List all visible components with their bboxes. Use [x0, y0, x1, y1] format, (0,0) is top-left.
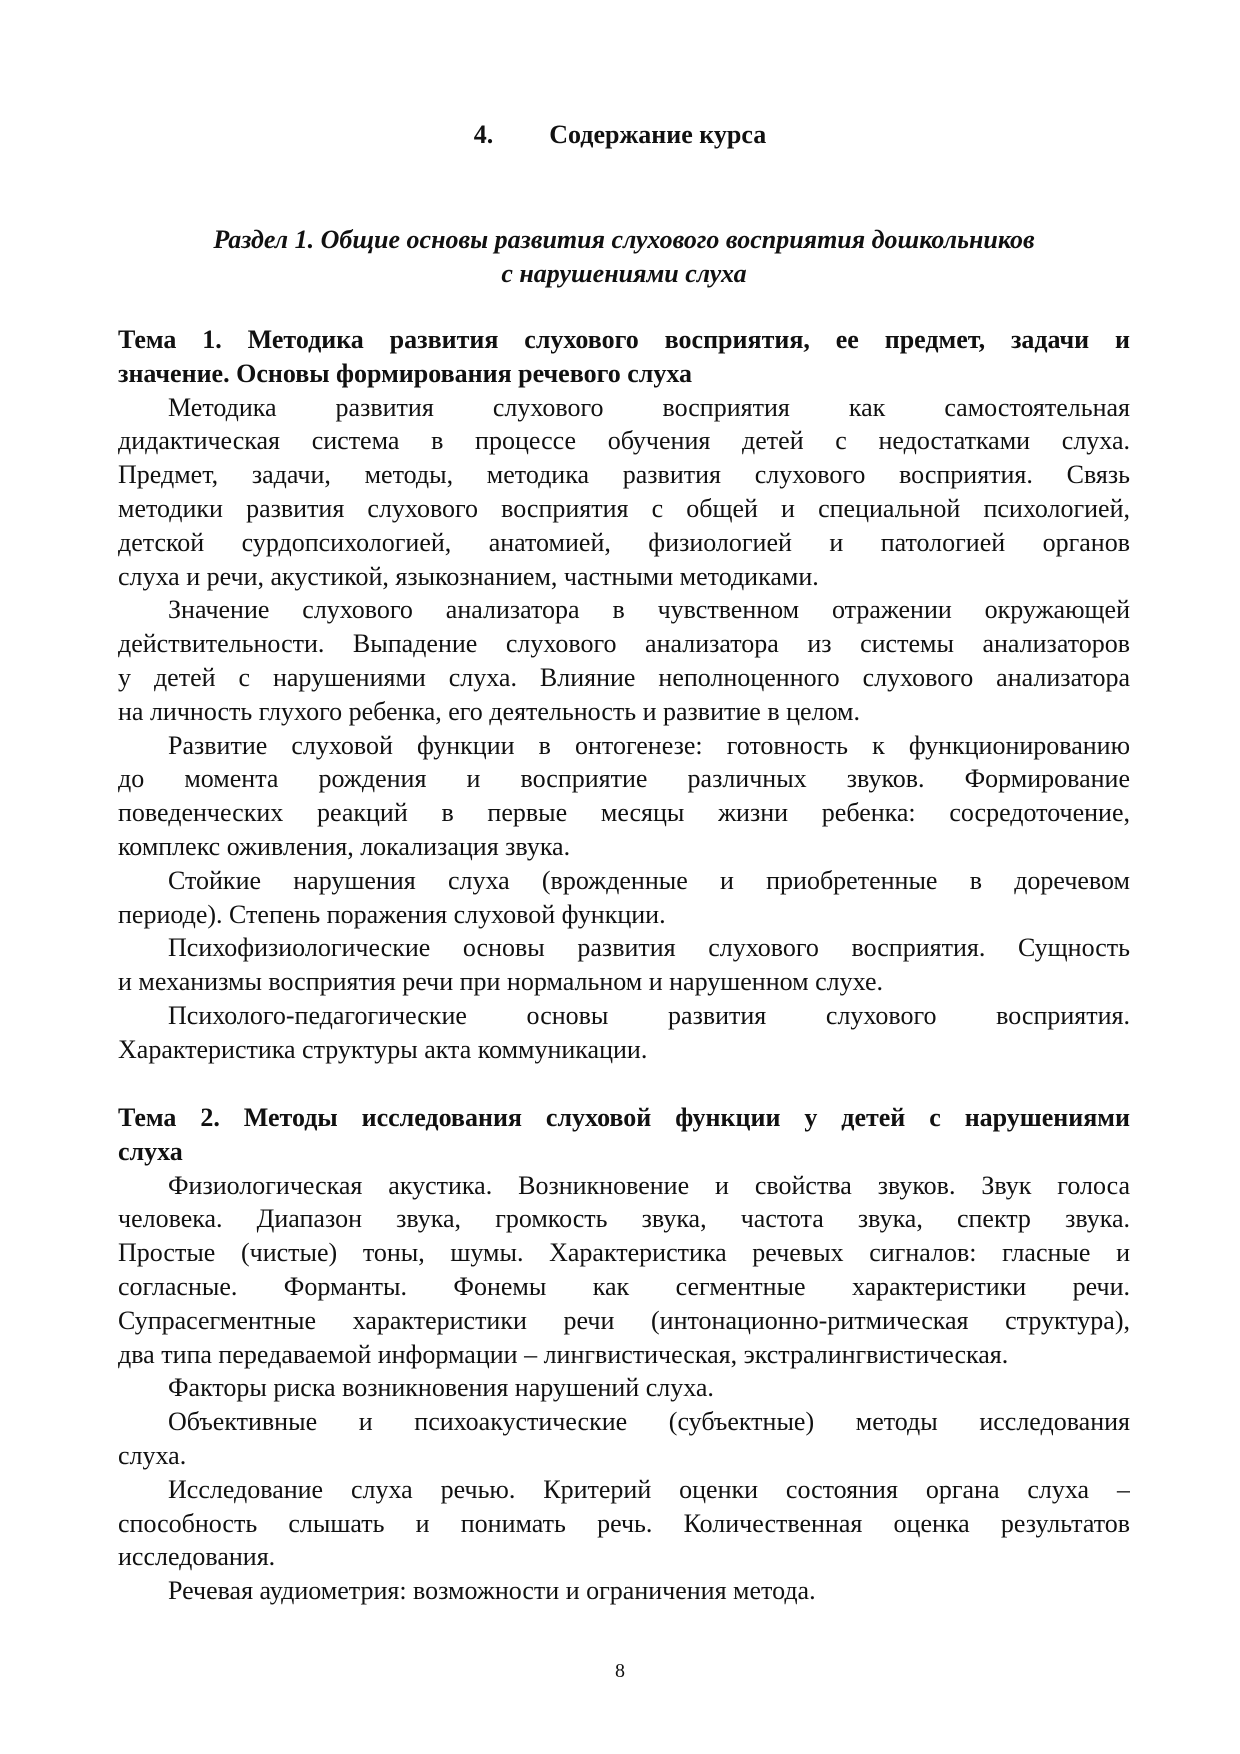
topic-heading-line: слуха — [118, 1136, 183, 1166]
paragraph-line: Супрасегментные характеристики речи (интонационно-ритмическая структура), — [118, 1305, 1130, 1335]
paragraph-line: согласные. Форманты. Фонемы как сегментные характеристики речи. — [118, 1271, 1130, 1301]
paragraph — [118, 729, 1130, 864]
paragraph-line: действительности. Выпадение слухового анализатора из системы анализаторов — [118, 629, 1130, 659]
paragraph — [118, 1473, 1130, 1574]
paragraph — [118, 1371, 1130, 1405]
topic-heading-line: Тема 1. Методика развития слухового восприятия, ее предмет, задачи и — [118, 325, 1130, 354]
chapter-title-text: Содержание курса — [549, 120, 767, 149]
paragraph-line: Методика развития слухового восприятия как самостоятельная — [168, 392, 1130, 422]
paragraph-line: Факторы риска возникновения нарушений слуха. — [168, 1373, 714, 1403]
paragraph-line: детской сурдопсихологией, анатомией, физиологией и патологией органов — [118, 527, 1130, 557]
section-title-line: с нарушениями слуха — [501, 258, 747, 288]
topic-heading-line: значение. Основы формирования речевого слуха — [118, 358, 693, 388]
paragraph-line: Стойкие нарушения слуха (врожденные и приобретенные в доречевом — [168, 865, 1130, 895]
paragraph-line: Речевая аудиометрия: возможности и ограничения метода. — [168, 1576, 816, 1606]
paragraph — [118, 1574, 1130, 1608]
paragraph-line: Исследование слуха речью. Критерий оценки состояния органа слуха – — [168, 1474, 1130, 1504]
paragraph-line: на личность глухого ребенка, его деятельность и развитие в целом. — [118, 696, 860, 726]
paragraph-line: у детей с нарушениями слуха. Влияние неполноценного слухового анализатора — [118, 662, 1130, 692]
paragraph-line: Простые (чистые) тоны, шумы. Характеристика речевых сигналов: гласные и — [118, 1238, 1130, 1268]
paragraph — [118, 999, 1130, 1067]
paragraph-line: и механизмы восприятия речи при нормальном и нарушенном слухе. — [118, 967, 883, 997]
paragraph-line: Объективные и психоакустические (субъектные) методы исследования — [168, 1407, 1130, 1437]
paragraph-line: слуха. — [118, 1440, 187, 1470]
topic-2 — [118, 1101, 1130, 1608]
paragraph — [118, 864, 1130, 932]
topic-heading-line: Тема 2. Методы исследования слуховой функции у детей с нарушениями — [118, 1103, 1130, 1132]
paragraph-line: Психолого-педагогические основы развития слухового восприятия. — [168, 1000, 1130, 1030]
paragraph-line: дидактическая система в процессе обучения детей с недостатками слуха. — [118, 426, 1130, 456]
paragraph — [118, 1169, 1130, 1372]
paragraph-line: два типа передаваемой информации – лингвистическая, экстралингвистическая. — [118, 1339, 1009, 1369]
paragraph — [118, 931, 1130, 999]
paragraph — [118, 391, 1130, 594]
paragraph-line: способность слышать и понимать речь. Количественная оценка результатов — [118, 1508, 1130, 1538]
chapter-number: 4. — [473, 120, 494, 149]
paragraph-line: исследования. — [118, 1542, 276, 1572]
paragraph-line: комплекс оживления, локализация звука. — [118, 831, 571, 861]
paragraph-line: Физиологическая акустика. Возникновение и свойства звуков. Звук голоса — [168, 1170, 1130, 1200]
paragraph — [118, 1405, 1130, 1473]
topic-1 — [118, 323, 1130, 1067]
page-number: 8 — [615, 1660, 625, 1682]
paragraph — [118, 593, 1130, 728]
paragraph-line: человека. Диапазон звука, громкость звука, частота звука, спектр звука. — [118, 1204, 1130, 1234]
paragraph-line: методики развития слухового восприятия с общей и специальной психологией, — [118, 493, 1130, 523]
chapter-title — [0, 120, 1240, 150]
paragraph-line: Значение слухового анализатора в чувственном отражении окружающей — [168, 595, 1130, 625]
paragraph-line: слуха и речи, акустикой, языкознанием, частными методиками. — [118, 561, 819, 591]
section-title-line: Раздел 1. Общие основы развития слухового восприятия дошкольников — [213, 225, 1035, 254]
section-title — [118, 223, 1130, 291]
paragraph-line: Психофизиологические основы развития слухового восприятия. Сущность — [168, 933, 1130, 963]
paragraph-line: поведенческих реакций в первые месяцы жизни ребенка: сосредоточение, — [118, 798, 1130, 828]
paragraph-line: Характеристика структуры акта коммуникации. — [118, 1034, 648, 1064]
paragraph-line: периоде). Степень поражения слуховой функции. — [118, 899, 666, 929]
paragraph-line: до момента рождения и восприятие различных звуков. Формирование — [118, 764, 1130, 794]
paragraph-line: Предмет, задачи, методы, методика развития слухового восприятия. Связь — [118, 460, 1130, 490]
paragraph-line: Развитие слуховой функции в онтогенезе: готовность к функционированию — [168, 730, 1130, 760]
